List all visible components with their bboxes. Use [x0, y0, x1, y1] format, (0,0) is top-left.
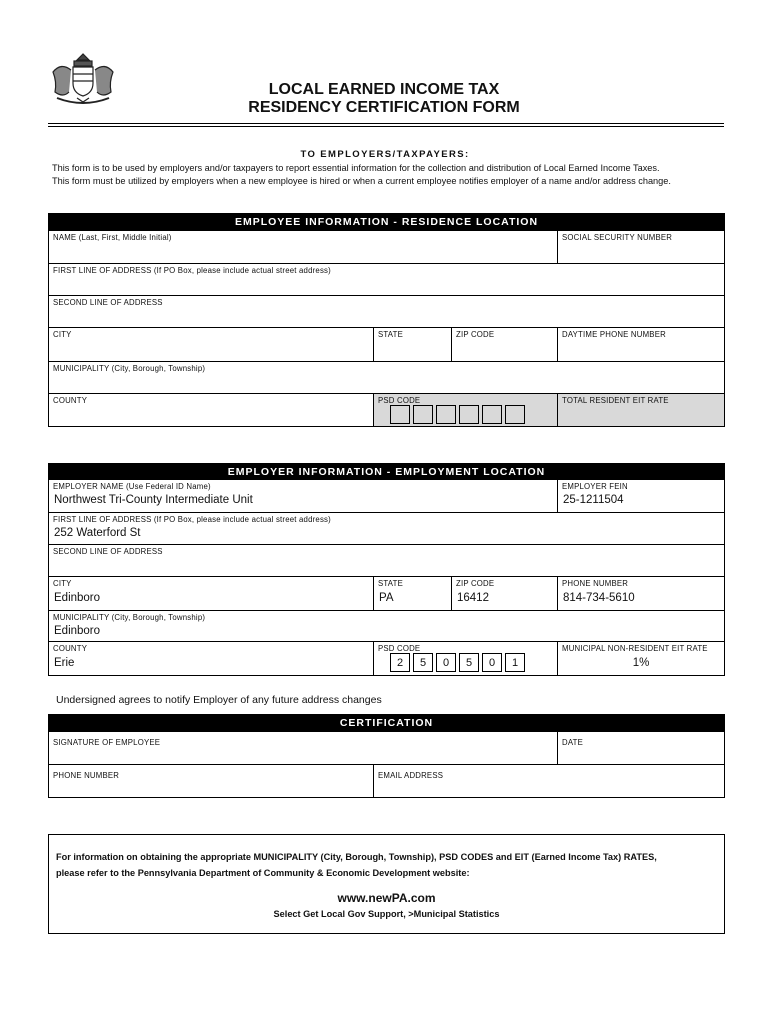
employer-city-value: Edinboro: [54, 592, 101, 604]
employee-county-row: [49, 393, 724, 426]
info-instructions: Select Get Local Gov Support, >Municipal Statistics: [273, 909, 500, 919]
cert-phone-field[interactable]: [49, 765, 373, 797]
employee-city-label: CITY: [53, 330, 72, 339]
employer-municipality-row: [49, 610, 724, 641]
psd-digit-box[interactable]: 0: [436, 653, 456, 672]
psd-digit-box[interactable]: 5: [459, 653, 479, 672]
title-rule: [48, 123, 724, 124]
employee-name-row: [49, 230, 724, 263]
employee-address1-field[interactable]: [49, 264, 724, 295]
employee-address2-field[interactable]: [49, 296, 724, 327]
date-field[interactable]: [557, 732, 724, 764]
employer-county-value: Erie: [54, 657, 75, 669]
employer-zip-label: ZIP CODE: [456, 579, 495, 588]
psd-digit-box[interactable]: 1: [505, 653, 525, 672]
employee-address1-row: [49, 263, 724, 295]
employer-city-field[interactable]: [49, 577, 373, 610]
employer-city-label: CITY: [53, 579, 72, 588]
employee-rate-label: TOTAL RESIDENT EIT RATE: [562, 396, 669, 405]
employer-municipality-value: Edinboro: [54, 625, 101, 637]
employer-municipality-field[interactable]: [49, 611, 724, 641]
employer-psd-boxes: [390, 653, 525, 672]
employee-state-label: STATE: [378, 330, 403, 339]
psd-digit-box[interactable]: [390, 405, 410, 424]
employee-zip-label: ZIP CODE: [456, 330, 495, 339]
employer-city-row: [49, 576, 724, 610]
website-link[interactable]: www.newPA.com: [337, 891, 436, 905]
employer-psd-label: PSD CODE: [378, 644, 421, 653]
employer-address1-value: 252 Waterford St: [54, 527, 141, 539]
employee-state-field[interactable]: [373, 328, 451, 361]
employee-county-label: COUNTY: [53, 396, 88, 405]
employee-rate-field[interactable]: [557, 394, 724, 426]
employee-name-field[interactable]: [49, 231, 557, 263]
employer-name-label: EMPLOYER NAME (Use Federal ID Name): [53, 482, 211, 491]
employer-fein-label: EMPLOYER FEIN: [562, 482, 628, 491]
certification-section-header: CERTIFICATION: [49, 715, 724, 731]
employer-rate-field[interactable]: [557, 642, 724, 675]
signature-field[interactable]: [49, 732, 557, 764]
employee-psd-label: PSD CODE: [378, 396, 421, 405]
intro-line-1: This form is to be used by employers and/or taxpayers to report essential information for the collection and distribution of Local Earned Income Taxes.: [52, 163, 660, 173]
agreement-statement: Undersigned agrees to notify Employer of any future address changes: [56, 694, 382, 706]
employer-zip-value: 16412: [457, 592, 489, 604]
form-title-line2: RESIDENCY CERTIFICATION FORM: [248, 99, 520, 116]
info-text: [56, 849, 657, 881]
certification-contact-row: [49, 764, 724, 797]
employer-state-field[interactable]: [373, 577, 451, 610]
psd-digit-box[interactable]: [482, 405, 502, 424]
cert-phone-label: PHONE NUMBER: [53, 771, 120, 780]
employer-address2-label: SECOND LINE OF ADDRESS: [53, 547, 163, 556]
employee-city-field[interactable]: [49, 328, 373, 361]
employer-name-value: Northwest Tri-County Intermediate Unit: [54, 494, 253, 506]
employer-county-field[interactable]: [49, 642, 373, 675]
employer-fein-value: 25-1211504: [563, 494, 624, 506]
employer-phone-field[interactable]: [557, 577, 724, 610]
employer-state-value: PA: [379, 592, 394, 604]
employee-municipality-row: [49, 361, 724, 393]
psd-digit-box[interactable]: 2: [390, 653, 410, 672]
employee-zip-field[interactable]: [451, 328, 557, 361]
employer-phone-label: PHONE NUMBER: [562, 579, 629, 588]
signature-label: SIGNATURE OF EMPLOYEE: [53, 738, 161, 747]
employee-county-field[interactable]: [49, 394, 373, 426]
employer-rate-value: 1%: [632, 657, 650, 669]
employee-section-header: EMPLOYEE INFORMATION - RESIDENCE LOCATION: [49, 214, 724, 230]
date-label: DATE: [562, 738, 584, 747]
employee-city-row: [49, 327, 724, 361]
employer-address2-field[interactable]: [49, 545, 724, 576]
intro-line-2: This form must be utilized by employers when a new employee is hired or when a current employee notifies employer of a name and/or address change.: [52, 176, 671, 186]
pennsylvania-seal-icon: [47, 50, 119, 108]
intro-heading: TO EMPLOYERS/TAXPAYERS:: [300, 149, 470, 160]
certification-signature-row: [49, 731, 724, 764]
email-field[interactable]: [373, 765, 724, 797]
employee-municipality-label: MUNICIPALITY (City, Borough, Township): [53, 364, 206, 373]
info-box: [48, 834, 725, 934]
info-line-1: For information on obtaining the appropriate MUNICIPALITY (City, Borough, Township), PSD CODES and EIT (Earned Income Tax) RATES,: [56, 852, 657, 862]
employee-municipality-field[interactable]: [49, 362, 724, 393]
employee-address2-row: [49, 295, 724, 327]
employer-section: [48, 463, 725, 676]
employee-section: [48, 213, 725, 427]
form-title-line1: LOCAL EARNED INCOME TAX: [268, 81, 500, 98]
employee-phone-label: DAYTIME PHONE NUMBER: [562, 330, 666, 339]
employer-psd-field[interactable]: [373, 642, 557, 675]
employee-phone-field[interactable]: [557, 328, 724, 361]
employer-state-label: STATE: [378, 579, 403, 588]
employer-name-row: [49, 480, 724, 512]
employer-fein-field[interactable]: [557, 480, 724, 512]
psd-digit-box[interactable]: [505, 405, 525, 424]
psd-digit-box[interactable]: 5: [413, 653, 433, 672]
psd-digit-box[interactable]: [413, 405, 433, 424]
employee-ssn-field[interactable]: [557, 231, 724, 263]
employer-address1-label: FIRST LINE OF ADDRESS (If PO Box, please include actual street address): [53, 515, 331, 524]
employer-address2-row: [49, 544, 724, 576]
employer-rate-label: MUNICIPAL NON-RESIDENT EIT RATE: [562, 644, 708, 653]
employer-county-label: COUNTY: [53, 644, 88, 653]
employee-name-label: NAME (Last, First, Middle Initial): [53, 233, 172, 242]
certification-section: [48, 714, 725, 798]
employee-psd-boxes: [390, 405, 525, 424]
title-rule: [48, 126, 724, 127]
employee-address2-label: SECOND LINE OF ADDRESS: [53, 298, 163, 307]
psd-digit-box[interactable]: 0: [482, 653, 502, 672]
employee-ssn-label: SOCIAL SECURITY NUMBER: [562, 233, 673, 242]
employer-address1-field[interactable]: [49, 513, 724, 544]
employer-phone-value: 814-734-5610: [563, 592, 635, 604]
employer-county-row: [49, 641, 724, 675]
employee-psd-field[interactable]: [373, 394, 557, 426]
psd-digit-box[interactable]: [436, 405, 456, 424]
email-label: EMAIL ADDRESS: [378, 771, 444, 780]
psd-digit-box[interactable]: [459, 405, 479, 424]
employer-name-field[interactable]: [49, 480, 557, 512]
employer-municipality-label: MUNICIPALITY (City, Borough, Township): [53, 613, 206, 622]
employer-section-header: EMPLOYER INFORMATION - EMPLOYMENT LOCATION: [49, 464, 724, 480]
info-line-2: please refer to the Pennsylvania Department of Community & Economic Development website:: [56, 868, 470, 878]
employer-address1-row: [49, 512, 724, 544]
employee-address1-label: FIRST LINE OF ADDRESS (If PO Box, please include actual street address): [53, 266, 331, 275]
employer-zip-field[interactable]: [451, 577, 557, 610]
